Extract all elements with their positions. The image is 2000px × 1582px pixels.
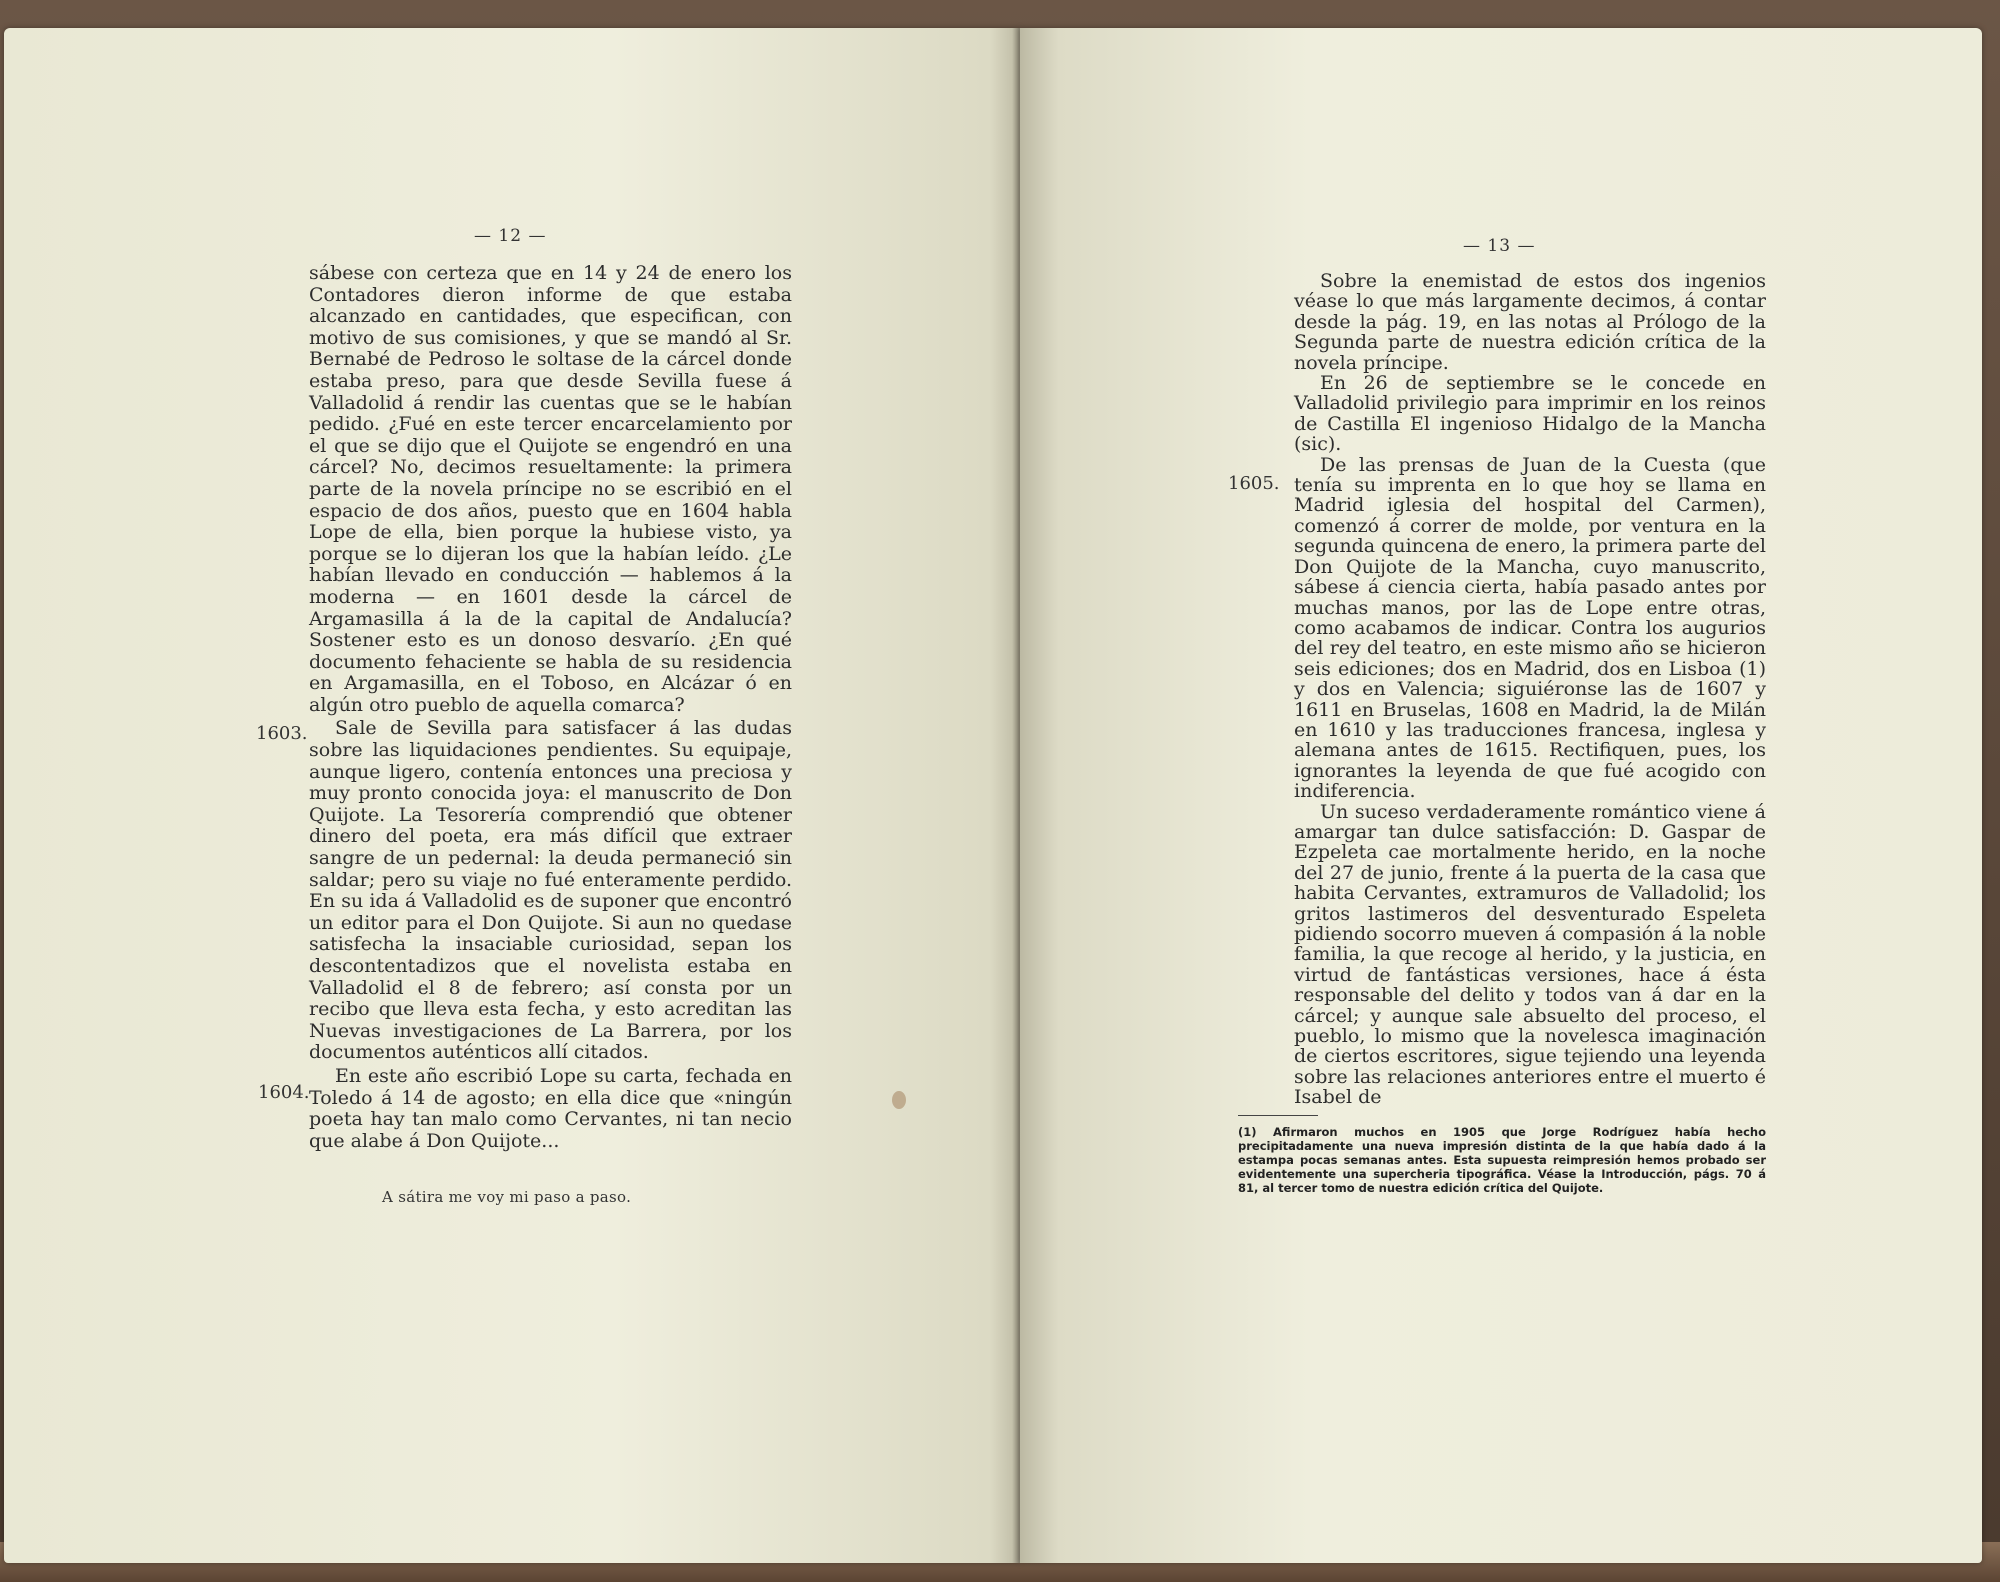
- paper-stain: [892, 1091, 906, 1109]
- marginal-year: 1605.: [1228, 473, 1280, 494]
- footnote: (1) Afirmaron muchos en 1905 que Jorge Rodríguez había hecho precipitadamente una nueva impresión distinta de la que había dado á la estampa pocas semanas antes. Esta supuesta reimpresión hemos probado ser evidentemente una supercheria tipográfica. Véase la Introducción, págs. 70 á 81, al tercer tomo de nuestra edición crítica del Quijote.: [1238, 1125, 1766, 1195]
- marginal-year: 1604.: [258, 1082, 310, 1103]
- paragraph: Sobre la enemistad de estos dos ingenios véase lo que más largamente decimos, á contar desde la pág. 19, en las notas al Prólogo de la Segunda parte de nuestra edición crítica de la novela príncipe.: [1294, 270, 1766, 374]
- page-number-left: — 12 —: [474, 226, 547, 246]
- left-page-text: [309, 263, 792, 1152]
- paragraph: En 26 de septiembre se le concede en Valladolid privilegio para imprimir en los reinos de Castilla El ingenioso Hidalgo de la Mancha (sic).: [1294, 372, 1766, 456]
- footnote-divider: [1238, 1115, 1318, 1116]
- left-page: [4, 28, 1020, 1563]
- paragraph: Sale de Sevilla para satisfacer á las dudas sobre las liquidaciones pendientes. Su equipaje, aunque ligero, contenía entonces una preciosa y muy pronto conocida joya: el manuscrito de Don Quijote. La Tesorería comprendió que obtener dinero del poeta, era más difícil que extraer sangre de un pedernal: la deuda permaneció sin saldar; pero su viaje no fué enteramente perdido. En su ida á Valladolid es de suponer que encontró un editor para el Don Quijote. Si aun no quedase satisfecha la insaciable curiosidad, sepan los descontentadizos que el novelista estaba en Valladolid el 8 de febrero; así consta por un recibo que lleva esta fecha, y esto acreditan las Nuevas investigaciones de La Barrera, por los documentos auténticos allí citados.: [309, 717, 792, 1064]
- paragraph: De las prensas de Juan de la Cuesta (que tenía su imprenta en lo que hoy se llama en Madrid iglesia del hospital del Carmen), comenzó á correr de molde, por ventura en la segunda quincena de enero, la primera parte del Don Quijote de la Mancha, cuyo manuscrito, sábese á ciencia cierta, había pasado antes por muchas manos, por las de Lope entre otras, como acabamos de indicar. Contra los augurios del rey del teatro, en este mismo año se hicieron seis ediciones; dos en Madrid, dos en Lisboa (1) y dos en Valencia; siguiéronse las de 1607 y 1611 en Bruselas, 1608 en Madrid, la de Milán en 1610 y las traducciones francesa, inglesa y alemana antes de 1615. Rectifiquen, pues, los ignorantes la leyenda de que fué acogido con indiferencia.: [1294, 453, 1766, 803]
- right-page-text: [1294, 271, 1766, 1108]
- verse-quote: A sátira me voy mi paso a paso.: [382, 1188, 632, 1206]
- paragraph: En este año escribió Lope su carta, fechada en Toledo á 14 de agosto; en ella dice que «ningún poeta hay tan malo como Cervantes, ni tan necio que alabe á Don Quijote...: [309, 1064, 792, 1152]
- right-page: [1020, 28, 1982, 1563]
- paragraph: Un suceso verdaderamente romántico viene á amargar tan dulce satisfacción: D. Gaspar de Ezpeleta cae mortalmente herido, en la noche del 27 de junio, frente á la puerta de la casa que habita Cervantes, extramuros de Valladolid; los gritos lastimeros del desventurado Espeleta pidiendo socorro mueven á compasión á la noble familia, la que recoge al herido, y la justicia, en virtud de fantásticas versiones, hace á ésta responsable del delito y todos van á dar en la cárcel; y aunque sale absuelto del proceso, el pueblo, lo mismo que la novelesca imaginación de ciertos escritores, sigue tejiendo una leyenda sobre las relaciones anteriores entre el muerto é Isabel de: [1294, 800, 1766, 1109]
- marginal-year: 1603.: [256, 723, 308, 744]
- page-number-right: — 13 —: [1463, 236, 1536, 256]
- paragraph: sábese con certeza que en 14 y 24 de enero los Contadores dieron informe de que estaba alcanzado en cantidades, que especifican, con motivo de sus comisiones, y que se mandó al Sr. Bernabé de Pedroso le soltase de la cárcel donde estaba preso, para que desde Sevilla fuese á Valladolid á rendir las cuentas que se le habían pedido. ¿Fué en este tercer encarcelamiento por el que se dijo que el Quijote se engendró en una cárcel? No, decimos resueltamente: la primera parte de la novela príncipe no se escribió en el espacio de dos años, puesto que en 1604 habla Lope de ella, bien porque la hubiese visto, ya porque se lo dijeran los que la habían leído. ¿Le habían llevado en conducción — hablemos á la moderna — en 1601 desde la cárcel de Argamasilla á la de la capital de Andalucía? Sostener esto es un donoso desvarío. ¿En qué documento fehaciente se habla de su residencia en Argamasilla, en el Toboso, en Alcázar ó en algún otro pueblo de aquella comarca?: [309, 262, 792, 716]
